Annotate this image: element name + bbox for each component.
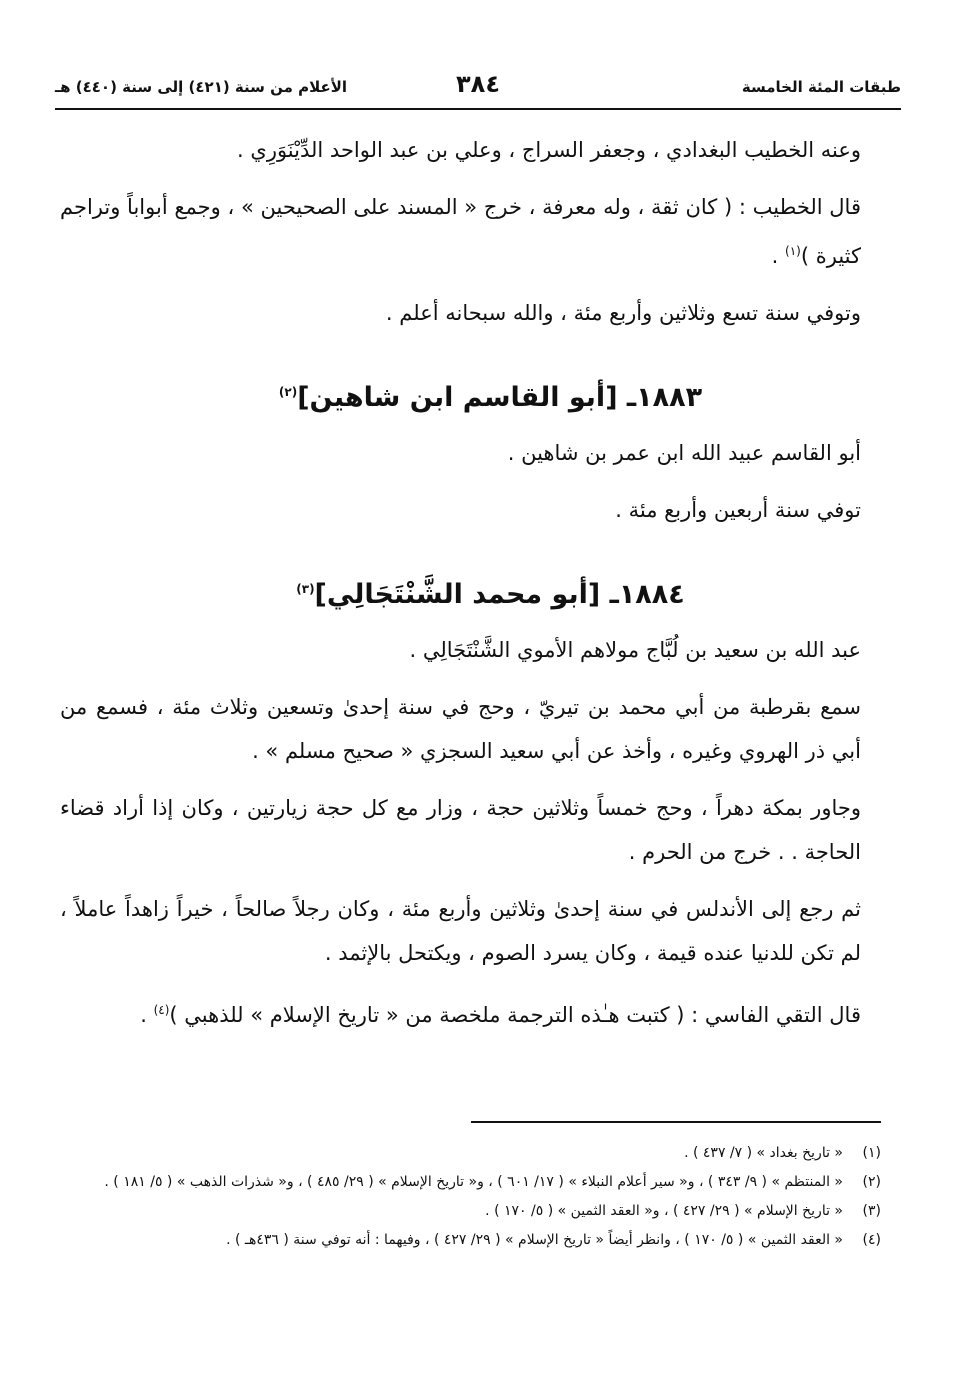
entry-heading bbox=[60, 369, 881, 421]
header-book-title: طبقات المئة الخامسة bbox=[741, 78, 901, 96]
footnote-ref: (٤) bbox=[153, 1003, 170, 1017]
footnote-ref: (٢) bbox=[278, 385, 298, 399]
paragraph: وعنه الخطيب البغدادي ، وجعفر السراج ، وعلي بن عبد الواحد الدِّيْنَوَرِي . bbox=[237, 138, 861, 162]
footnote-text: « تاريخ بغداد » ( ٧/ ٤٣٧ ) . bbox=[684, 1145, 843, 1161]
footnote bbox=[55, 1198, 881, 1224]
footnote-divider bbox=[471, 1121, 881, 1123]
paragraph: وجاور بمكة دهراً ، وحج خمساً وثلاثين حجة ، وزار مع كل حجة زيارتين ، وكان إذا أراد قضاء الحاجة . . خرج من الحرم . bbox=[60, 796, 861, 864]
footnotes bbox=[55, 1140, 881, 1256]
footnote-ref: (٣) bbox=[296, 582, 315, 596]
footnote bbox=[55, 1169, 881, 1195]
paragraph: أبو القاسم عبيد الله ابن عمر بن شاهين . bbox=[507, 441, 861, 465]
paragraph-end: . bbox=[771, 244, 786, 268]
footnote-number: (٢) bbox=[862, 1174, 881, 1190]
paragraph: وتوفي سنة تسع وثلاثين وأربع مئة ، والله سبحانه أعلم . bbox=[385, 301, 861, 325]
footnote-number: (١) bbox=[862, 1145, 881, 1161]
paragraph-end: . bbox=[140, 1003, 154, 1027]
footnote-text: « المنتظم » ( ٩/ ٣٤٣ ) ، و« سير أعلام النبلاء » ( ١٧/ ٦٠١ ) ، و« تاريخ الإسلام » ( ٢٩/ ٤٨٥ ) ، و« شذرات الذهب » ( ٥/ ١٨١ ) . bbox=[104, 1174, 843, 1190]
paragraph-text: قال التقي الفاسي : ( كتبت هـٰذه الترجمة ملخصة من « تاريخ الإسلام » للذهبي ) bbox=[169, 1003, 861, 1027]
footnote bbox=[55, 1227, 881, 1253]
footnote-number: (٤) bbox=[862, 1232, 881, 1248]
paragraph: سمع بقرطبة من أبي محمد بن تيريّ ، وحج في سنة إحدىٰ وتسعين وثلاث مئة ، فسمع من أبي ذر الهروي وغيره ، وأخذ عن أبي سعيد السجزي « صحيح مسلم » . bbox=[60, 695, 861, 763]
header-section-title: الأعلام من سنة (٤٢١) إلى سنة (٤٤٠) هـ bbox=[55, 78, 348, 96]
entry-heading bbox=[60, 566, 881, 618]
paragraph: عبد الله بن سعيد بن لُبَّاج مولاهم الأموي الشَّنْتَجَالِي . bbox=[409, 638, 861, 662]
running-header bbox=[55, 70, 901, 104]
entry-title: ١٨٨٤ـ [أبو محمد الشَّنْتَجَالِي] bbox=[314, 579, 685, 610]
page-number: ٣٨٤ bbox=[456, 70, 500, 98]
footnote-ref: (١) bbox=[785, 244, 801, 258]
paragraph bbox=[60, 185, 881, 278]
paragraph-text: قال الخطيب : ( كان ثقة ، وله معرفة ، خرج « المسند على الصحيحين » ، وجمع أبواباً وتراجم كثيرة ) bbox=[60, 195, 861, 268]
paragraph: ثم رجع إلى الأندلس في سنة إحدىٰ وثلاثين وأربع مئة ، وكان رجلاً صالحاً ، خيراً زاهداً عاملاً ، لم تكن للدنيا عنده قيمة ، وكان يسرد الصوم ، ويكتحل بالإثمد . bbox=[60, 897, 861, 965]
paragraph bbox=[60, 988, 881, 1037]
entry-title: ١٨٨٣ـ [أبو القاسم ابن شاهين] bbox=[297, 382, 703, 413]
footnote-text: « العقد الثمين » ( ٥/ ١٧٠ ) ، وانظر أيضاً « تاريخ الإسلام » ( ٢٩/ ٤٢٧ ) ، وفيهما : أنه توفي سنة ( ٤٣٦هـ ) . bbox=[226, 1232, 843, 1248]
footnote-text: « تاريخ الإسلام » ( ٢٩/ ٤٢٧ ) ، و« العقد الثمين » ( ٥/ ١٧٠ ) . bbox=[485, 1203, 843, 1219]
footnote-number: (٣) bbox=[862, 1203, 881, 1219]
paragraph: توفي سنة أربعين وأربع مئة . bbox=[615, 498, 861, 522]
main-text bbox=[60, 128, 881, 1050]
header-divider bbox=[55, 108, 901, 110]
footnote bbox=[55, 1140, 881, 1166]
